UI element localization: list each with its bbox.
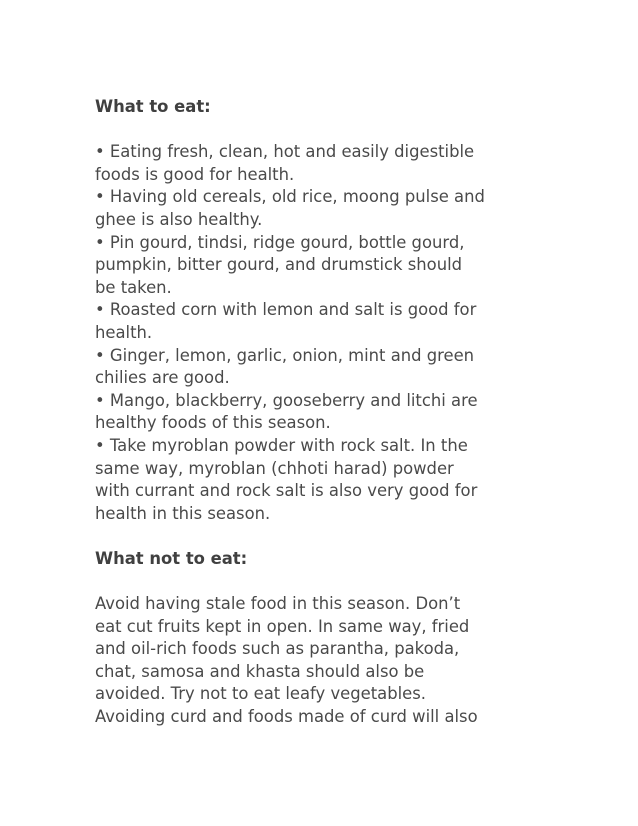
text-line: • Eating fresh, clean, hot and easily digestible [95, 142, 475, 162]
text-line: avoided. Try not to eat leafy vegetables. [95, 684, 426, 704]
text-line: • Having old cereals, old rice, moong pulse and [95, 187, 485, 207]
text-line: pumpkin, bitter gourd, and drumstick should [95, 255, 463, 275]
text-line: chat, samosa and khasta should also be [95, 661, 425, 681]
text-line: and oil-rich foods such as parantha, pakoda, [95, 639, 460, 659]
text-line: Avoiding curd and foods made of curd will also [95, 707, 478, 727]
spacer [95, 119, 565, 142]
text-line: healthy foods of this season. [95, 413, 331, 433]
heading-what-not-to-eat: What not to eat: [95, 548, 248, 568]
text-line: chilies are good. [95, 368, 230, 388]
text-line: health in this season. [95, 503, 271, 523]
text-line: • Roasted corn with lemon and salt is good for [95, 300, 477, 320]
spacer [95, 525, 565, 548]
spacer [95, 570, 565, 593]
text-line: eat cut fruits kept in open. In same way, fried [95, 616, 470, 636]
text-line: • Ginger, lemon, garlic, onion, mint and green [95, 345, 475, 365]
text-line: Avoid having stale food in this season. Don’t [95, 594, 461, 614]
text-line: • Pin gourd, tindsi, ridge gourd, bottle gourd, [95, 232, 465, 252]
text-line: • Mango, blackberry, gooseberry and litchi are [95, 390, 478, 410]
text-line: health. [95, 322, 153, 342]
text-line: with currant and rock salt is also very good for [95, 481, 478, 501]
text-line: same way, myroblan (chhoti harad) powder [95, 458, 454, 478]
text-line: be taken. [95, 277, 172, 297]
document-page [95, 96, 565, 729]
text-line: • Take myroblan powder with rock salt. In the [95, 435, 468, 455]
text-line: foods is good for health. [95, 164, 295, 184]
what-to-eat-list [95, 141, 565, 525]
heading-what-to-eat: What to eat: [95, 97, 211, 116]
what-not-to-eat-paragraph [95, 593, 565, 729]
text-line: ghee is also healthy. [95, 209, 263, 229]
